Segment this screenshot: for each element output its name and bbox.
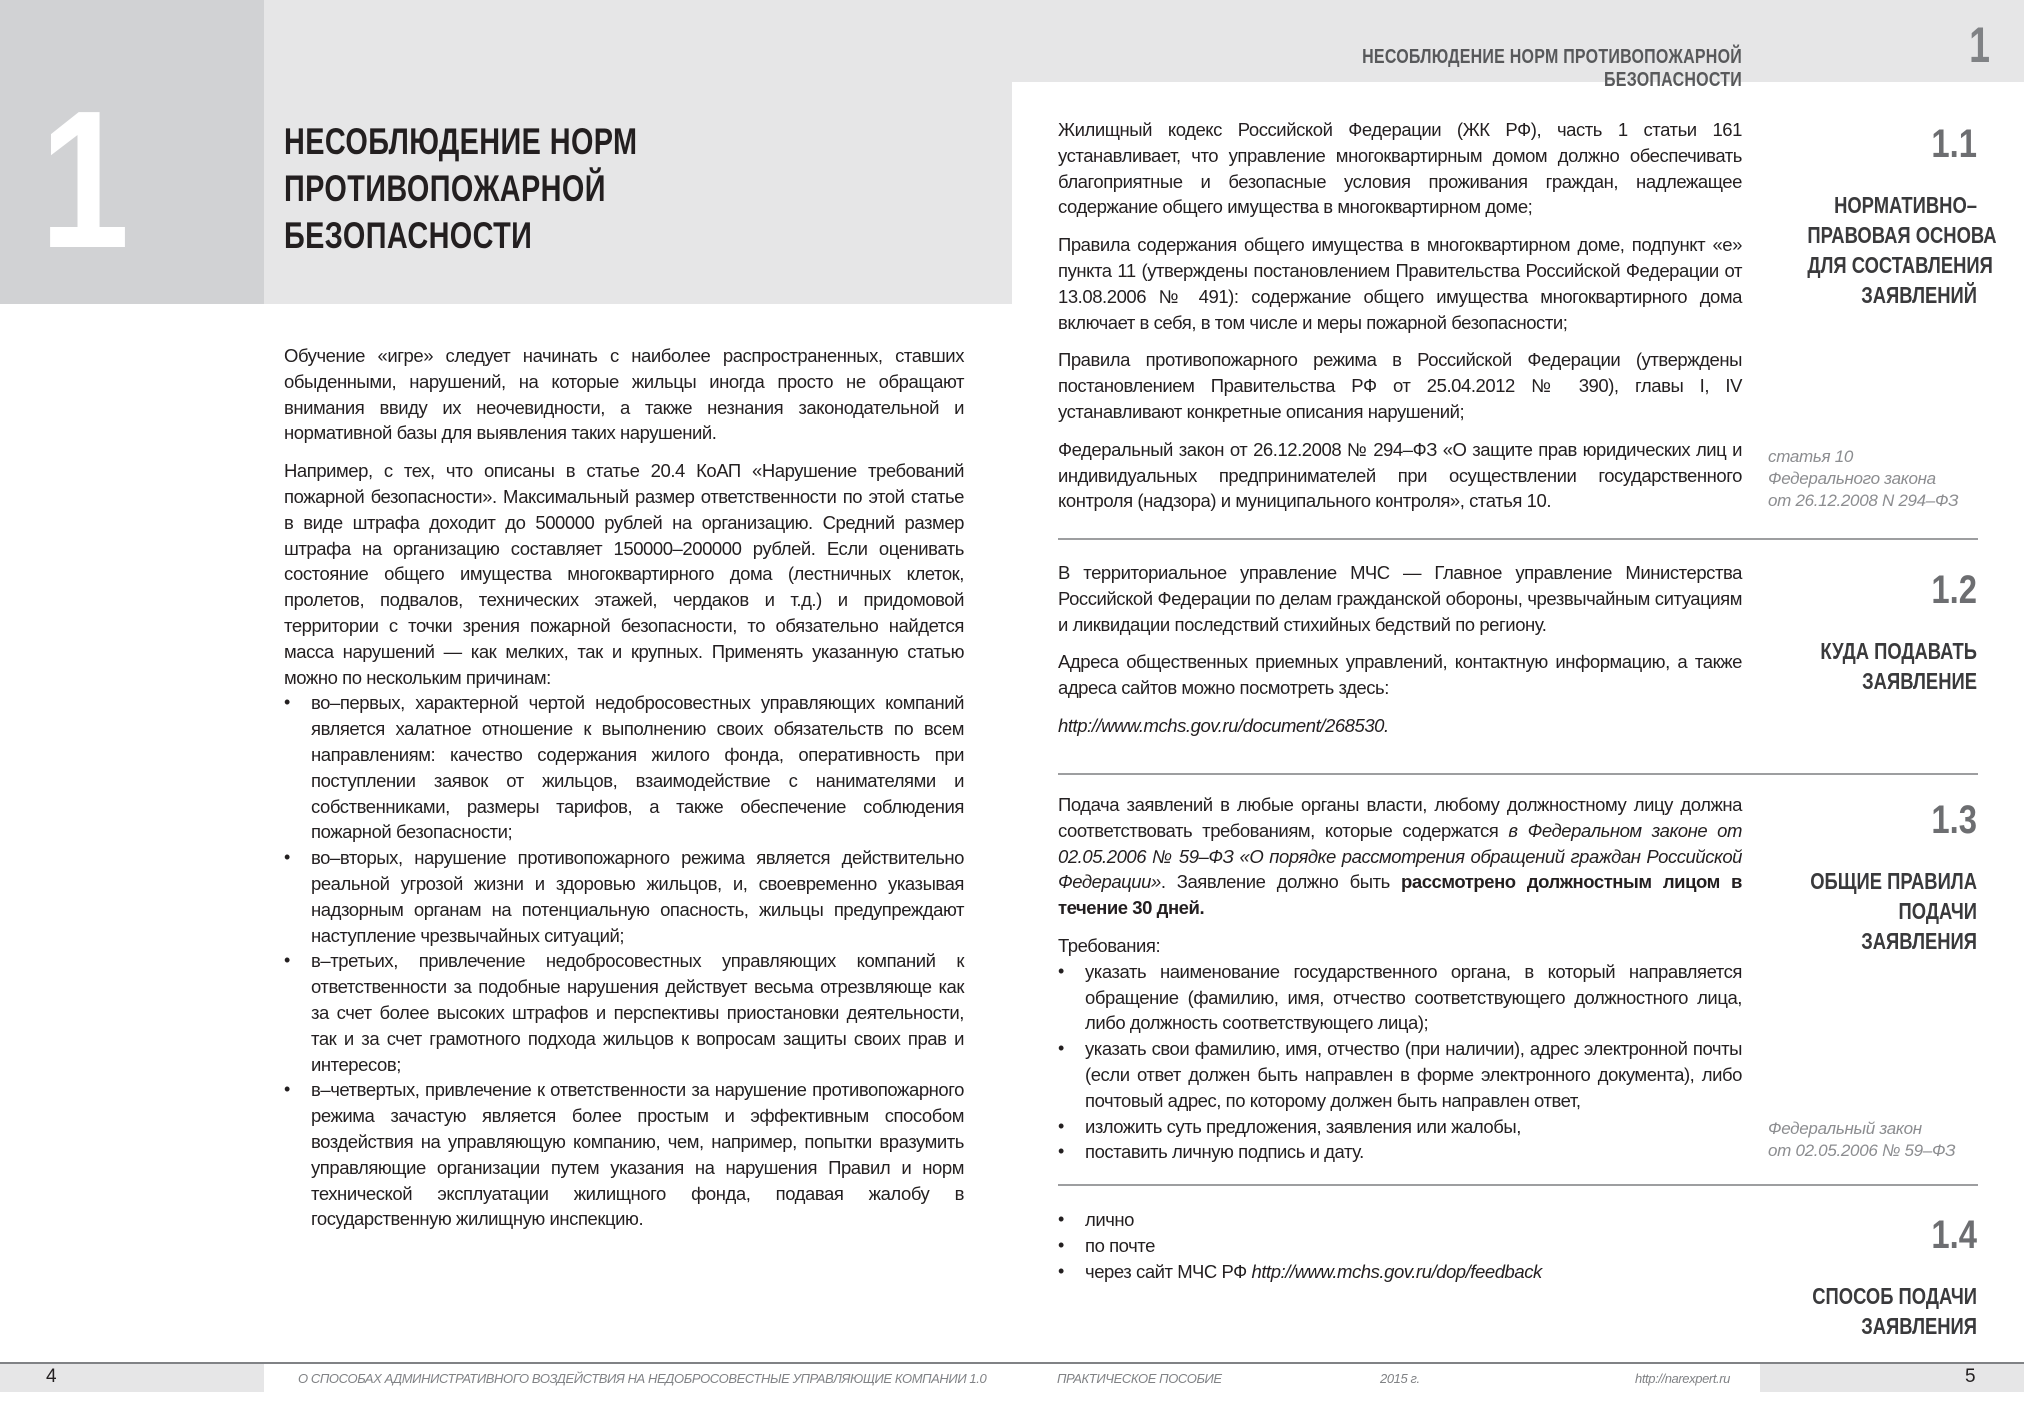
section-number: 1.1 — [1931, 122, 1977, 166]
section-title-line: ОБЩИЕ ПРАВИЛА — [1810, 868, 1977, 894]
list-item: • указать наименование государственного органа, в который направляется обращение (фамилию, имя, отчество соответствующего должностного лица, либо должность соответствующего лица); — [1058, 959, 1742, 1036]
section-1-1-heading — [1765, 122, 1997, 310]
list-item: • лично — [1058, 1207, 1742, 1233]
chapter-title-line: БЕЗОПАСНОСТИ — [284, 215, 533, 256]
footer-book-type: ПРАКТИЧЕСКОЕ ПОСОБИЕ — [1057, 1371, 1222, 1386]
section-title — [1807, 1281, 1977, 1341]
section-title-line: ЗАЯВЛЕНИЯ — [1861, 928, 1977, 954]
section-title-line: ЗАЯВЛЕНИЙ — [1861, 282, 1977, 308]
list-item: • поставить личную подпись и дату. — [1058, 1139, 1742, 1165]
right-page-number: 5 — [1965, 1366, 1976, 1387]
footer-website-link[interactable]: http://narexpert.ru — [1635, 1371, 1731, 1386]
section-1-2-heading — [1765, 570, 1977, 696]
list-item: • в–третьих, привлечение недобросовестных управляющих компаний к ответственности за подобные нарушения действует весьма отрезвляюще как за счет более высоких штрафов и перспективы приостановки деятельности, так и за счет грамотного подхода жильцов к вопросам защиты своих прав и интересов; — [284, 948, 964, 1077]
link-text[interactable]: http://www.mchs.gov.ru/document/268530. — [1058, 714, 1389, 736]
list-item: • во–первых, характерной чертой недобросовестных управляющих компаний является халатное отношение к выполнению своих обязательств по всем направлениям: качество содержания жилого фонда, оперативность при поступлении заявок от жильцов, взаимодействие с нанимателями и собственниками, размеры тарифов, а также обеспечение соблюдения пожарной безопасности; — [284, 690, 964, 845]
paragraph — [1058, 792, 1742, 921]
requirements-label: Требования: — [1058, 934, 1161, 956]
section-title-line: ЗАЯВЛЕНИЕ — [1862, 668, 1977, 694]
list-item: • в–четвертых, привлечение к ответственности за нарушение противопожарного режима зачастую является более простым и эффективным способом воздействия на управляющую компанию, чем, например, попытки вразумить управляющие организации путем указания на нарушения Правил и норм технической эксплуатации жилищного фонда, подавая жалобу в государственную жилищную инспекцию. — [284, 1077, 964, 1232]
footer-book-title: О СПОСОБАХ АДМИНИСТРАТИВНОГО ВОЗДЕЙСТВИЯ НА НЕДОБРОСОВЕСТНЫЕ УПРАВЛЯЮЩИЕ КОМПАНИИ 1.0 — [298, 1371, 987, 1386]
running-head: НЕСОБЛЮДЕНИЕ НОРМ ПРОТИВОПОЖАРНОЙ БЕЗОПАСНОСТИ — [1362, 46, 1742, 91]
section-1-4-heading — [1765, 1215, 1977, 1341]
section-1-4-body — [1058, 1207, 1742, 1284]
section-title-line: КУДА ПОДАВАТЬ — [1820, 638, 1977, 664]
section-number: 1.2 — [1931, 568, 1977, 612]
methods-list — [1058, 1207, 1742, 1284]
section-title-line: ПОДАЧИ — [1898, 898, 1977, 924]
paragraph: Адреса общественных приемных управлений, контактную информацию, а также адреса сайтов можно посмотреть здесь: — [1058, 651, 1742, 699]
side-note-line: от 26.12.2008 N 294–ФЗ — [1768, 491, 1959, 510]
footer-left-panel — [0, 1364, 264, 1392]
side-note-294fz — [1768, 446, 1958, 512]
mchs-feedback-link[interactable]: http://www.mchs.gov.ru/dop/feedback — [1251, 1260, 1542, 1282]
section-number: 1.3 — [1931, 798, 1977, 842]
chapter-title — [284, 118, 830, 259]
law-reference: в Федеральном законе от 02.05.2006 № 59–ФЗ «О порядке рассмотрения обращений граждан Российской Федерации» — [1058, 819, 1742, 893]
paragraph: В территориальное управление МЧС — Главное управление Министерства Российской Федерации по делам гражданской обороны, чрезвычайным ситуациям и ликвидации последствий стихийных бедствий по региону. — [1058, 562, 1742, 635]
section-title-line: ПРАВОВАЯ ОСНОВА — [1807, 222, 1997, 248]
side-note-line: статья 10 — [1768, 447, 1854, 466]
text: Подача заявлений в любые органы власти, любому должностному лицу должна соответствовать требованиям, которые содержатся — [1058, 794, 1742, 841]
text: . Заявление должно быть — [1160, 871, 1402, 893]
section-1-3-heading — [1765, 800, 1977, 956]
list-item: • во–вторых, нарушение противопожарного режима является действительно реальной угрозой жизни и здоровью жильцов, и, своевременно указывая надзорным органам на потенциальную опасность, жильцы предупреждают наступление чрезвычайных ситуаций; — [284, 845, 964, 948]
section-divider — [1058, 538, 1978, 540]
left-page-body — [284, 343, 964, 1232]
section-number: 1.4 — [1931, 1213, 1977, 1257]
side-note-59fz — [1768, 1118, 1955, 1162]
list-item — [1058, 1259, 1742, 1285]
list-item: • указать свои фамилию, имя, отчество (при наличии), адрес электронной почты (если ответ должен быть направлен в форме электронного документа), либо почтовый адрес, по которому должен быть направлен ответ, — [1058, 1036, 1742, 1113]
text: через сайт МЧС РФ — [1085, 1260, 1252, 1282]
footer-year: 2015 г. — [1380, 1371, 1420, 1386]
paragraph: Федеральный закон от 26.12.2008 № 294–ФЗ «О защите прав юридических лиц и индивидуальных предпринимателей при осуществлении государственного контроля (надзора) и муниципального контроля», статья 10. — [1058, 438, 1742, 512]
section-title-line: СПОСОБ ПОДАЧИ — [1812, 1283, 1977, 1309]
section-1-2-body — [1058, 560, 1742, 751]
section-divider — [1058, 1184, 1978, 1186]
running-chapter-number: 1 — [1969, 17, 1990, 73]
mchs-document-link[interactable] — [1058, 713, 1742, 739]
chapter-title-line: ПРОТИВОПОЖАРНОЙ — [284, 168, 606, 209]
requirements-list — [1058, 959, 1742, 1165]
intro-paragraph: Обучение «игре» следует начинать с наиболее распространенных, ставших обыденными, нарушений, на которые жильцы иногда просто не обращают внимания ввиду их неочевидности, а также незнания законодательной и нормативной базы для выявления таких нарушений. — [284, 345, 964, 444]
section-title-line: ЗАЯВЛЕНИЯ — [1861, 1313, 1977, 1339]
footer-right-panel — [1760, 1364, 2024, 1392]
section-title — [1807, 190, 1997, 310]
paragraph: Правила содержания общего имущества в многоквартирном доме, подпункт «е» пункта 11 (утверждены постановлением Правительства Российской Федерации от 13.08.2006 № 491): содержание общего имущества многоквартирного дома включает в себя, в том числе и меры пожарной безопасности; — [1058, 234, 1742, 333]
section-title — [1807, 636, 1977, 696]
section-title — [1807, 866, 1977, 956]
chapter-number: 1 — [40, 70, 127, 289]
side-note-line: Федеральный закон — [1768, 1119, 1922, 1138]
list-item: • по почте — [1058, 1233, 1742, 1259]
emphasis: рассмотрено должностным лицом в течение 30 дней. — [1058, 871, 1742, 919]
footer-divider — [0, 1362, 2024, 1364]
section-1-1-body — [1058, 117, 1742, 526]
side-note-line: от 02.05.2006 № 59–ФЗ — [1768, 1141, 1956, 1160]
section-1-3-body — [1058, 792, 1742, 1165]
paragraph: Правила противопожарного режима в Российской Федерации (утверждены постановлением Правительства РФ от 25.04.2012 № 390), главы I, IV устанавливают конкретные описания нарушений; — [1058, 349, 1742, 422]
list-item: • изложить суть предложения, заявления или жалобы, — [1058, 1114, 1742, 1140]
side-note-line: Федерального закона — [1768, 469, 1936, 488]
example-paragraph: Например, с тех, что описаны в статье 20.4 КоАП «Нарушение требований пожарной безопасности». Максимальный размер ответственности по этой статье в виде штрафа доходит до 500000 рублей на организацию. Средний размер штрафа на организацию составляет 150000–200000 рублей. Если оценивать состояние общего имущества многоквартирного дома (лестничных клеток, пролетов, подвалов, технических этажей, чердаков и т.д.) и придомовой территории с точки зрения пожарной безопасности, то обязательно найдется масса нарушений — как мелких, так и крупных. Применять указанную статью можно по нескольким причинам: — [284, 460, 964, 688]
section-divider — [1058, 773, 1978, 775]
section-title-line: ДЛЯ СОСТАВЛЕНИЯ — [1807, 252, 1993, 278]
reasons-list — [284, 690, 964, 1232]
paragraph: Жилищный кодекс Российской Федерации (ЖК РФ), часть 1 статьи 161 устанавливает, что управление многоквартирным домом должно обеспечивать благоприятные и безопасные условия проживания граждан, надлежащее содержание общего имущества в многоквартирном доме; — [1058, 119, 1742, 218]
chapter-title-line: НЕСОБЛЮДЕНИЕ НОРМ — [284, 121, 638, 162]
section-title-line: НОРМАТИВНО– — [1834, 192, 1977, 218]
left-page-number: 4 — [46, 1366, 57, 1387]
